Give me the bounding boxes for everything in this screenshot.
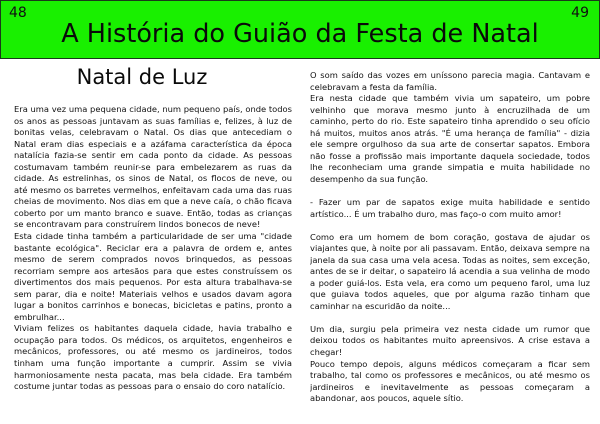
page-number-left: 48: [9, 5, 27, 21]
chapter-title: Natal de Luz: [76, 65, 208, 89]
book-title: A História do Guião da Festa de Natal: [61, 19, 539, 49]
dialogue-paragraph: - Fazer um par de sapatos exige muita habilidade e sentido artístico... É um trabalho duro, mas faço-o com muito amor!: [310, 196, 590, 219]
body-paragraph: O som saído das vozes em uníssono parecia magia. Cantavam e celebravam a festa da família.: [310, 70, 590, 92]
body-paragraph: Pouco tempo depois, alguns médicos começaram a ficar sem trabalho, tal como os professores e mecânicos, ou até mesmo os jardineiros e inevitavelmente as pessoas começaram a abandonar, aos poucos, aquele sítio.: [310, 358, 590, 404]
body-paragraph: Como era um homem de bom coração, gostava de ajudar os viajantes que, à noite por ali passavam. Então, deixava sempre na janela da sua casa uma vela acesa. Todas as noites, sem exceção, antes de se ir deitar, o sapateiro lá acendia a sua velinha de modo a poder guiá-los. Esta vela, era como um pequeno farol, uma luz que guiava todos aqueles, que por alguma razão tinham que caminhar na escuridão da noite...: [310, 231, 590, 311]
left-page-column: [14, 62, 292, 420]
body-paragraph: Um dia, surgiu pela primeira vez nesta cidade um rumor que deixou todos os habitantes muito apreensivos. A crise estava a chegar!: [310, 323, 590, 357]
body-paragraph: Era nesta cidade que também vivia um sapateiro, um pobre velhinho que morava mesmo junto à encruzilhada de um caminho, perto do rio. Este sapateiro tinha aprendido o seu ofício há muitos, muitos anos atrás. "É uma herança de família" - dizia ele sempre orgulhoso da sua arte de consertar sapatos. Embora não fosse a profissão mais importante daquela sociedade, todos lhe reconheciam uma grande simpatia e muita habilidade no desempenho da sua função.: [310, 93, 590, 184]
body-paragraph: Era uma vez uma pequena cidade, num pequeno país, onde todos os anos as pessoas juntavam as suas famílias e, felizes, à luz de bonitas velas, celebravam o Natal. Os dias que antecediam o Natal eram dias especiais e a azáfama característica da época natalícia fazia-se sentir em cada ponto da cidade. As pessoas costumavam também reunir-se para embelezarem as ruas da cidade. As estrelinhas, os sinos de Natal, os flocos de neve, ou até mesmo os barretes vermelhos, enfeitavam cada uma das ruas cheias de movimento. Nos dias em que a neve caía, o chão ficava coberto por um manto branco e suave. Então, todas as crianças se encontravam para construírem lindos bonecos de neve!: [14, 104, 292, 230]
book-header: [0, 0, 600, 59]
page-number-right: 49: [571, 5, 589, 21]
body-paragraph: Esta cidade tinha também a particularidade de ser uma "cidade bastante ecológica". Reciclar era a palavra de ordem e, antes mesmo de serem comprados novos brinquedos, as pessoas recorriam sempre aos artesãos para que estes construíssem os divertimentos dos mais pequenos. Por esta altura trabalhava-se sem parar, dia e noite! Materiais velhos e usados davam agora lugar a bonitos carrinhos e bonecas, bicicletas e patins, pronto a embrulhar...: [14, 231, 292, 322]
right-page-column: [310, 70, 590, 420]
body-paragraph: Viviam felizes os habitantes daquela cidade, havia trabalho e ocupação para todos. Os médicos, os arquitetos, engenheiros e mecânicos, professores, ou até mesmo os jardineiros, todos tinham uma função importante a cumprir. Assim se vivia harmoniosamente nesta pacata, mas bela cidade. Era também costume juntar todas as pessoas para o ensaio do coro natalício.: [14, 323, 292, 392]
